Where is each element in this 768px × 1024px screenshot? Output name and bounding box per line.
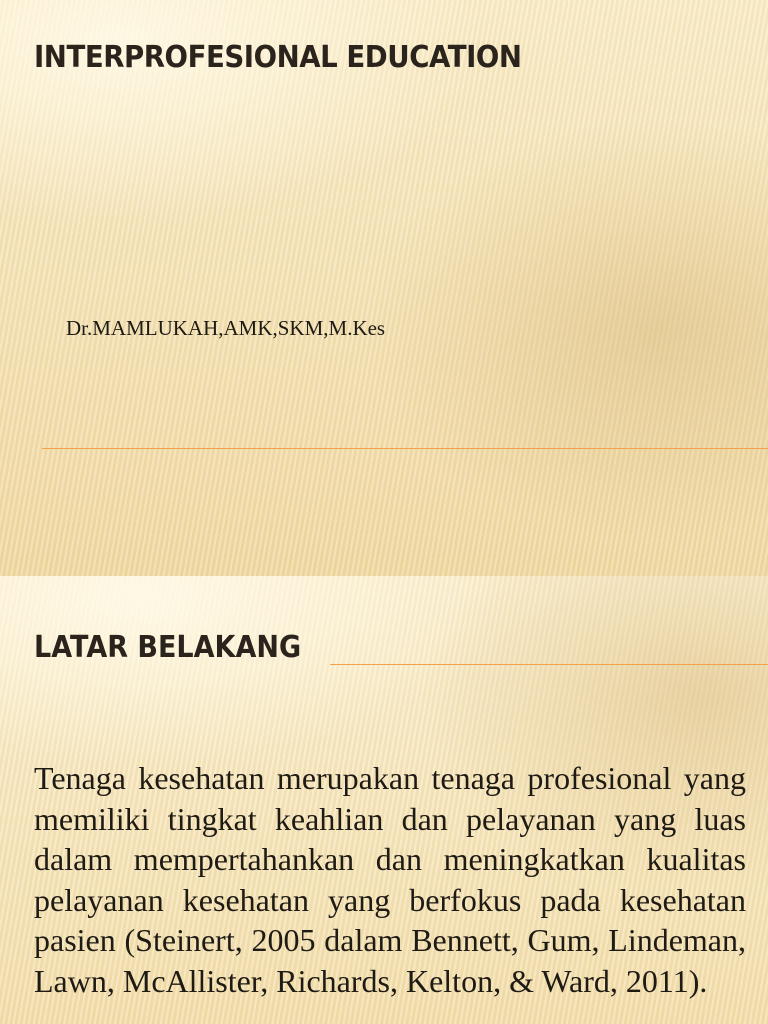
heading-divider bbox=[330, 664, 768, 665]
body-paragraph: Tenaga kesehatan merupakan tenaga profesional yang memiliki tingkat keahlian dan pelayanan yang luas dalam mempertahankan dan meningkatkan kualitas pelayanan kesehatan yang berfokus pada kesehatan pasien (Steinert, 2005 dalam Bennett, Gum, Lindeman, Lawn, McAllister, Richards, Kelton, & Ward, 2011). bbox=[34, 760, 746, 999]
slide-title-heading: INTERPROFESIONAL EDUCATION bbox=[34, 40, 522, 75]
accent-divider bbox=[42, 448, 768, 449]
author-name: Dr.MAMLUKAH,AMK,SKM,M.Kes bbox=[66, 316, 386, 340]
section-heading: LATAR BELAKANG bbox=[34, 630, 302, 665]
slide-latar-belakang bbox=[0, 576, 768, 1024]
